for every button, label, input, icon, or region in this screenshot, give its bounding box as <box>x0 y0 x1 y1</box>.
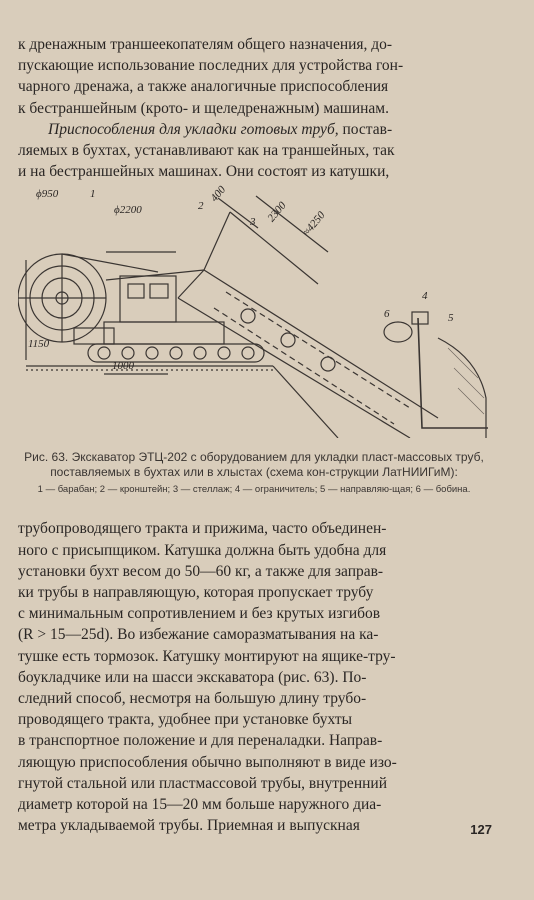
text-line: гнутой стальной или пластмассовой трубы, внутренний <box>18 774 387 792</box>
label-dim4250: ≈4250 <box>300 209 328 240</box>
rear-box <box>74 328 114 344</box>
trench-right <box>438 338 486 438</box>
text-line <box>18 119 490 140</box>
label-dim400: 400 <box>208 184 229 205</box>
lead-continuation: постав- <box>338 120 393 138</box>
trench-wall <box>273 366 338 438</box>
text-line: ного с присыпщиком. Катушка должна быть удобна для <box>18 541 387 559</box>
text-line: к дренажным траншеекопателям общего назначения, до- <box>18 36 393 53</box>
text-line: тушке есть тормозок. Катушку монтируют на ящике-тру- <box>18 647 396 665</box>
text-line: в транспортное положение и для переналадки. Направ- <box>18 732 383 750</box>
text-line: с минимальным сопротивлением и без крутых изгибов <box>18 605 381 623</box>
body-paragraph <box>18 518 490 836</box>
text-line: ляемых в бухтах, устанавливают как на траншейных, так <box>18 142 395 160</box>
text-line: ки трубы в направляющую, которая пропускает трубу <box>18 584 374 602</box>
text-line: чарного дренажа, а также аналогичные приспособления <box>18 78 389 96</box>
text-line: метра укладываемой трубы. Приемная и выпускная <box>18 817 360 835</box>
label-dim1000: 1000 <box>112 360 134 373</box>
limiter <box>412 312 428 324</box>
text-line: следний способ, несмотря на большую длину трубо- <box>18 690 367 708</box>
text-line: пускающие использование последних для устройства гон- <box>18 57 404 75</box>
figure-legend: 1 — барабан; 2 — кронштейн; 3 — стеллаж; 4 — ограничитель; 5 — направляю-щая; 6 — бобина. <box>37 484 471 496</box>
body-frame <box>104 322 224 344</box>
label-n5: 5 <box>448 312 454 325</box>
text-line: проводящего тракта, удобнее при установке бухты <box>18 711 353 729</box>
label-dim1150: 1150 <box>28 338 50 351</box>
figure-excavator-diagram <box>18 184 488 438</box>
label-dim2300: 2300 <box>265 200 289 225</box>
bobbin <box>384 322 412 342</box>
second-paragraph <box>18 119 490 183</box>
text-line: (R > 15—25d). Во избежание саморазматывания на ка- <box>18 626 379 644</box>
rack-arm <box>204 212 230 270</box>
cab-outline <box>120 276 176 322</box>
italic-lead: Приспособления для укладки готовых труб, <box>48 120 339 138</box>
text-line: установки бухт весом до 50—60 кг, а также для заправ- <box>18 562 384 580</box>
label-n2: 2 <box>198 200 204 213</box>
label-n6: 6 <box>384 308 390 321</box>
boom-lower <box>178 298 410 438</box>
text-line: боукладчике или на шасси экскаватора (рис. 63). По- <box>18 668 367 686</box>
cab-window <box>150 284 168 298</box>
label-n3: 3 <box>250 216 256 229</box>
top-paragraph <box>18 34 490 119</box>
label-n4: 4 <box>422 290 428 303</box>
cab-window <box>128 284 144 298</box>
text-line: диаметр которой на 15—20 мм больше наружного диа- <box>18 796 382 814</box>
text-line: и на бестраншейных машинах. Они состоят из катушки, <box>18 163 390 181</box>
page-number: 127 <box>470 822 492 837</box>
text-line: к бестраншейным (крото- и щеледренажным) машинам. <box>18 99 389 117</box>
label-d950: ϕ950 <box>36 188 59 201</box>
label-d2200: ϕ2200 <box>114 204 142 217</box>
text-line: ляющую приспособления обычно выполняют в виде изо- <box>18 753 397 771</box>
text-line: трубопроводящего тракта и прижима, часто объединен- <box>18 520 387 538</box>
figure-caption: Рис. 63. Экскаватор ЭТЦ-202 с оборудованием для укладки пласт-массовых труб, поставляемых в бухтах или в хлыстах (схема кон-струкции ЛатНИИГиМ): <box>24 450 484 480</box>
label-n1: 1 <box>90 188 96 201</box>
